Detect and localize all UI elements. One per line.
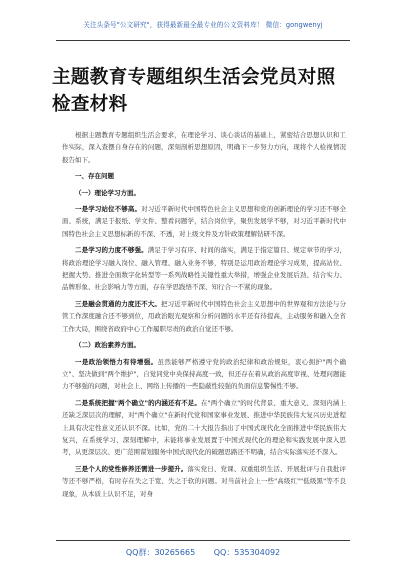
subsection-heading-politics: （二）政治素养方面。 bbox=[75, 341, 140, 350]
paragraph-1 bbox=[62, 203, 346, 240]
header-divider bbox=[56, 40, 350, 41]
paragraph-2-text: 满足于学习有序、时间的落实，满足于指定篇目、规定章节的学习，将政治理论学习融入岗位、融入管理、融入业务不够，特别是运用政治理论学习成果，提高站位、把握大势、推进全面数字化转型等一系列战略性关键性重大举措，增强企业发展后劲、结合实力、品牌形象、社会影响力等方面，存在学思践悟不深、知行合一不紧的现象。 bbox=[62, 246, 347, 292]
footer-qq: QQ：535304092 bbox=[213, 548, 281, 557]
paragraph-3 bbox=[62, 298, 346, 335]
paragraph-6 bbox=[62, 463, 346, 500]
intro-paragraph: 根据主题教育专题组织生活会要求，在理论学习、谈心谈话的基础上，紧密结合思想认识和工作实际，深入查摆自身存在的问题，深刻剖析思想原因，明确下一步努力方向，现将个人检视情况报告如下。 bbox=[62, 131, 346, 164]
paragraph-4-lead: 一是政治领悟力有待增强。 bbox=[75, 357, 158, 366]
document-title: 主题教育专题组织生活会党员对照检查材料 bbox=[52, 67, 336, 115]
paragraph-6-lead: 三是个人的党性修养还需进一步提升。 bbox=[75, 464, 188, 473]
footer-qq-group: QQ群：30265665 bbox=[125, 548, 196, 557]
footer-divider bbox=[56, 540, 350, 541]
paragraph-5 bbox=[62, 397, 346, 459]
paragraph-6-text: 落实党日、党课、双重组织生活、开展批评与自我批评等还不够严格，有时存在失之于宽、失之于软的问题。对当前社会上一些"高级红""低级黑"等不良现象，从本质上认识不足，对身 bbox=[62, 464, 347, 498]
paragraph-3-lead: 三是融会贯通的力度还不大。 bbox=[75, 299, 161, 308]
subsection-heading-theory: （一）理论学习方面。 bbox=[75, 188, 140, 197]
document-body bbox=[62, 129, 346, 504]
paragraph-5-text: 在"两个确立"的时代背景、重大意义、深刻内涵上还缺乏深层次的理解，对"两个确立"在新时代党和国家事业发展、推进中华民族伟大复兴历史进程上具有决定性意义还认识不深。比如，党的二十大报告指出了中国式现代化全面推进中华民族伟大复兴，在系统学习、深刻理解中，未能将事业发展置于中国式现代化的理论和实践发展中深入思考，从更深层次、更广范围谋划服务中国式现代化的破题思路还不明确，结合实际落实还不深入。 bbox=[62, 398, 346, 457]
paragraph-2 bbox=[62, 244, 346, 294]
paragraph-1-text: 对习近平新时代中国特色社会主义思想和党的创新理论的学习还不够全面、系统，满足于报纸、学文件、整看问题学，结合岗位学，聚焦发展学不够，对习近平新时代中国特色社会主义思想标新的不深、不透，对上级文件及方针政策理解钻研不深。 bbox=[62, 205, 347, 238]
footer-contact bbox=[56, 547, 350, 558]
paragraph-3-text: 把习近平新时代中国特色社会主义思想中的世界观和方法论与分管工作深度融合还不够到位，用政治眼光观察和分析问题的水平还有待提高，主动服务和融入全省工作大局，围绕省政府中心工作履职尽责的政治自觉还不够。 bbox=[62, 299, 347, 333]
paragraph-2-lead: 二是学习的力度不够强。 bbox=[75, 246, 148, 255]
paragraph-4 bbox=[62, 356, 346, 393]
paragraph-4-text: 虽然能够严格遵守党的政治纪律和政治规矩，衷心拥护"两个确立"、坚决做到"两个维护"，自觉同党中央保持高度一致，但还存在着从政治高度审视、处理问题能力不够强的问题，对社会上、网络上传播的一些隐蔽性较强的负面信息警惕性不够。 bbox=[62, 357, 346, 391]
header-banner: 关注头条号"公文研究"，获得最新最全最专业的公文资料库！ 微信：gongwenyj bbox=[83, 21, 323, 29]
paragraph-5-lead: 二是系统把握"两个确立"的内涵还有不足。 bbox=[75, 398, 202, 407]
paragraph-1-lead: 一是学习站位不够高。 bbox=[75, 205, 142, 214]
section-heading: 一、存在问题 bbox=[75, 172, 114, 181]
